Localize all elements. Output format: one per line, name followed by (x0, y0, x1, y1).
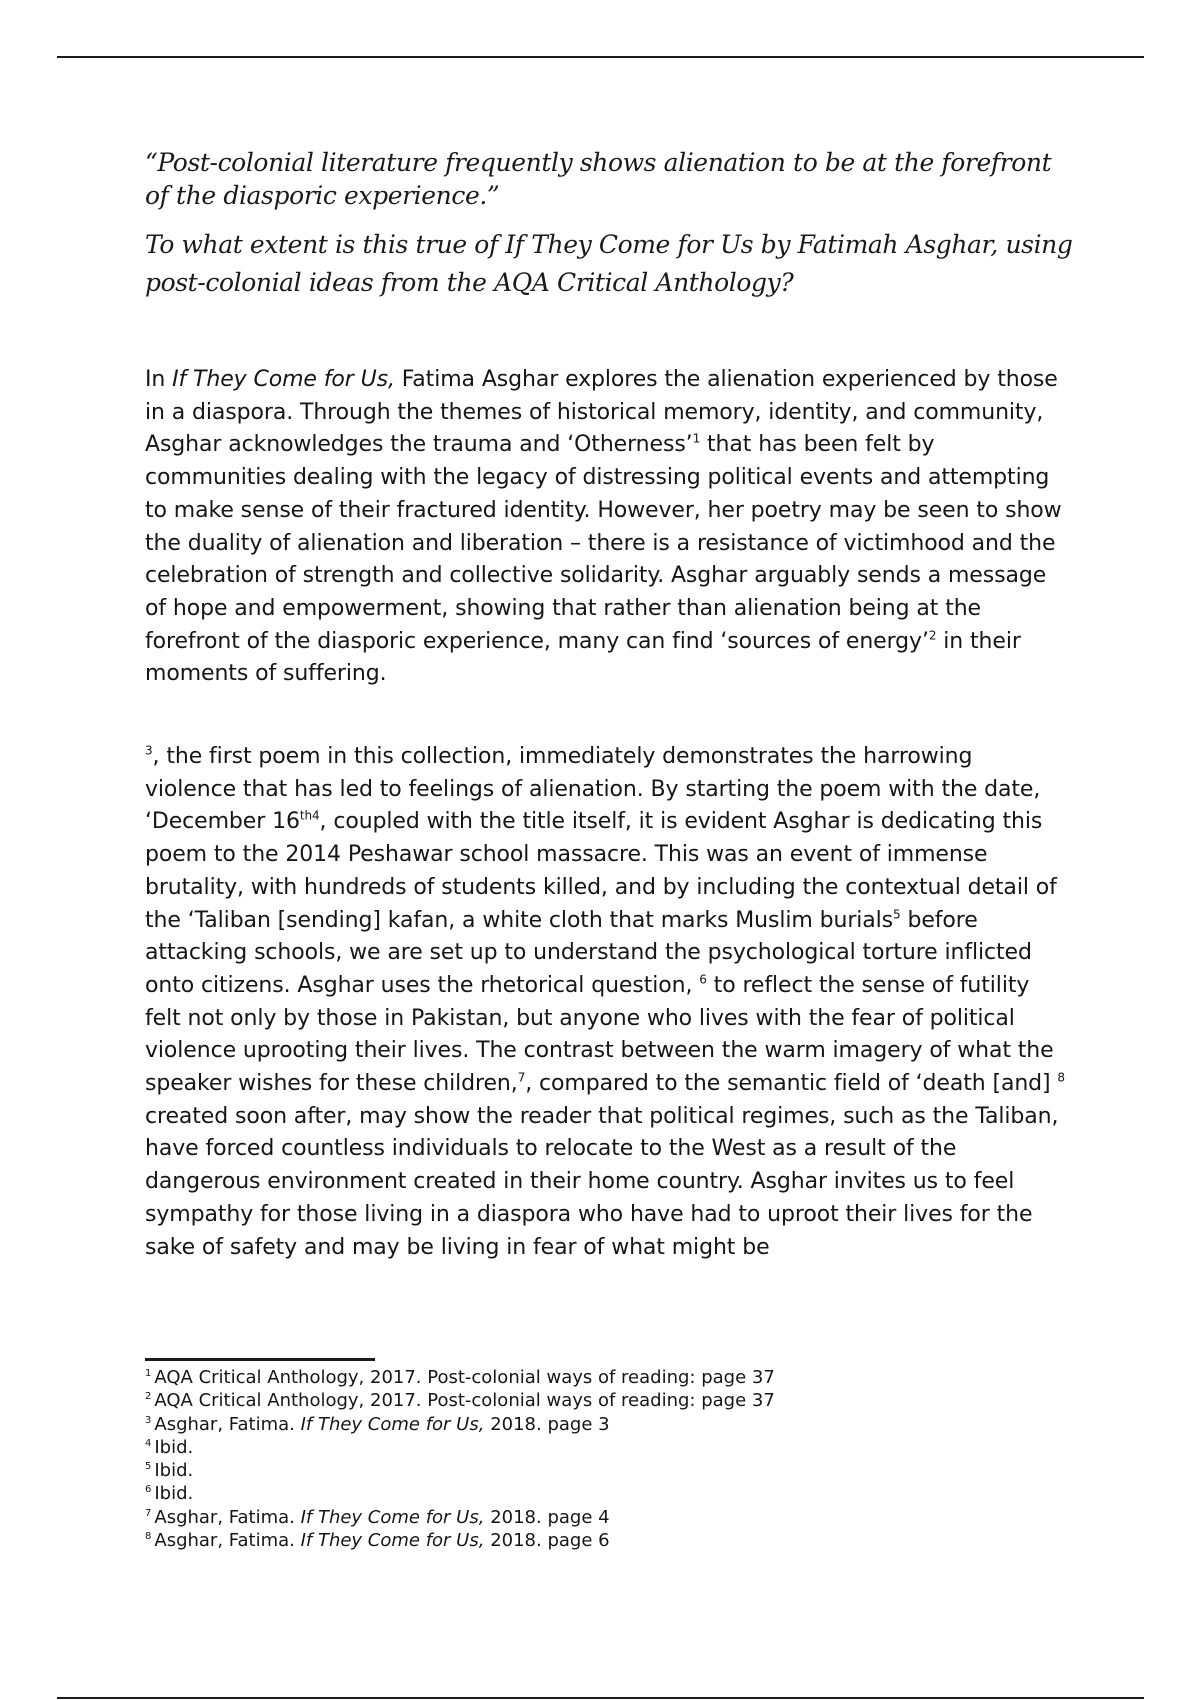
text-run: Fatima Asghar explores the alienation experienced by those in a diaspora. Through the themes of historical memory, identity, and community, Asghar acknowledges the trauma and ‘Otherness’ (145, 367, 1058, 458)
text-run: , compared to the semantic field of ‘death [and] (525, 1071, 1058, 1097)
paragraph-introduction (145, 364, 1070, 691)
text-run: created soon after, may show the reader that political regimes, such as the Taliban, have forced countless individuals to relocate to the West as a result of the dangerous environment created in their home country. Asghar invites us to feel sympathy for those living in a diaspora who have had to uproot their lives for the sake of safety and may be living in fear of what might be (145, 1103, 1059, 1260)
footnote (145, 1413, 1045, 1436)
essay-prompt: “Post-colonial literature frequently shows alienation to be at the forefront of the diasporic experience.” (145, 148, 1052, 210)
footnote-ref[interactable]: 5 (893, 907, 901, 922)
footnote (145, 1459, 1045, 1482)
ordinal-suffix: th (299, 809, 312, 824)
footnote-number: 7 (145, 1507, 152, 1519)
footnote-book-title: If They Come for Us, (300, 1506, 485, 1528)
footnote-text: Ibid. (154, 1460, 194, 1482)
footnote (145, 1529, 1045, 1552)
text-run: before attacking schools, we are set up to understand the psychological torture inflicted onto citizens. Asghar uses the rhetorical question, (145, 907, 1032, 998)
footnote-text: Asghar, Fatima. (154, 1530, 301, 1552)
footnote-ref[interactable]: 8 (1057, 1070, 1065, 1085)
footnote-ref[interactable]: 2 (928, 628, 937, 643)
footnote (145, 1389, 1045, 1412)
header-rule (57, 56, 1144, 58)
text-run: , coupled with the title itself, it is evident Asghar is dedicating this poem to the 2014 Peshawar school massacre. This was an event of immense brutality, with hundreds of students killed, and by including the contextual detail of the ‘Taliban [sending] kafan, a white cloth that marks Muslim burials (145, 809, 1057, 933)
footnote-separator (145, 1358, 375, 1361)
text-run: In (145, 367, 173, 392)
text-run: to reflect the sense of futility felt not only by those in Pakistan, but anyone who lives with the fear of political violence uprooting their lives. The contrast between the warm imagery of what the speaker wishes for these children, (145, 972, 1054, 1097)
footnote-number: 8 (145, 1531, 152, 1543)
paragraph-analysis (145, 741, 1070, 1264)
footnote-text: Asghar, Fatima. (154, 1413, 301, 1435)
footnote-number: 3 (145, 1414, 152, 1426)
footnote-number: 1 (145, 1368, 152, 1379)
footnote-number: 6 (145, 1484, 152, 1496)
footnote-ref[interactable]: 1 (692, 432, 701, 447)
footnote-text: AQA Critical Anthology, 2017. Post-colonial ways of reading: page 37 (154, 1367, 775, 1388)
footnote-number: 4 (145, 1437, 152, 1449)
text-run: , the first poem in this collection, immediately demonstrates the harrowing violence that has led to feelings of alienation. By starting the poem with the date, ‘December 16 (145, 744, 1041, 835)
footnote-number: 2 (145, 1391, 152, 1403)
footnote-ref[interactable]: 4 (312, 809, 320, 824)
footnote-text: 2018. page 3 (484, 1413, 610, 1435)
footnote (145, 1482, 1045, 1505)
footnote-ref[interactable]: 7 (517, 1070, 526, 1085)
essay-question: To what extent is this true of If They Come for Us by Fatimah Asghar, using post-colonial ideas from the AQA Critical Anthology? (145, 230, 1073, 297)
footer-rule (57, 1697, 1144, 1699)
footnote-book-title: If They Come for Us, (300, 1413, 485, 1435)
footnote (145, 1506, 1045, 1529)
text-run: that has been felt by communities dealing with the legacy of distressing political events and attempting to make sense of their fractured identity. However, her poetry may be seen to show the duality of alienation and liberation – there is a resistance of victimhood and the celebration of strength and collective solidarity. Asghar arguably sends a message of hope and empowerment, showing that rather than alienation being at the forefront of the diasporic experience, many can find ‘sources of energy’ (145, 432, 1062, 654)
footnote-text: 2018. page 6 (484, 1530, 610, 1552)
footnote-text: Ibid. (154, 1436, 194, 1458)
footnotes-list (145, 1366, 1045, 1552)
footnote (145, 1436, 1045, 1459)
footnote-number: 5 (145, 1461, 152, 1473)
footnote-text: 2018. page 4 (484, 1506, 610, 1528)
book-title: If They Come for Us, (172, 367, 395, 392)
footnote-text: Ibid. (154, 1483, 194, 1505)
footnote-text: Asghar, Fatima. (154, 1506, 301, 1528)
text-run: in their moments of suffering. (145, 628, 1021, 687)
footnote (145, 1366, 1045, 1389)
footnote-book-title: If They Come for Us, (300, 1530, 485, 1552)
footnote-ref[interactable]: 3 (145, 743, 153, 758)
footnote-ref[interactable]: 6 (699, 972, 707, 987)
footnote-text: AQA Critical Anthology, 2017. Post-colonial ways of reading: page 37 (154, 1390, 775, 1412)
